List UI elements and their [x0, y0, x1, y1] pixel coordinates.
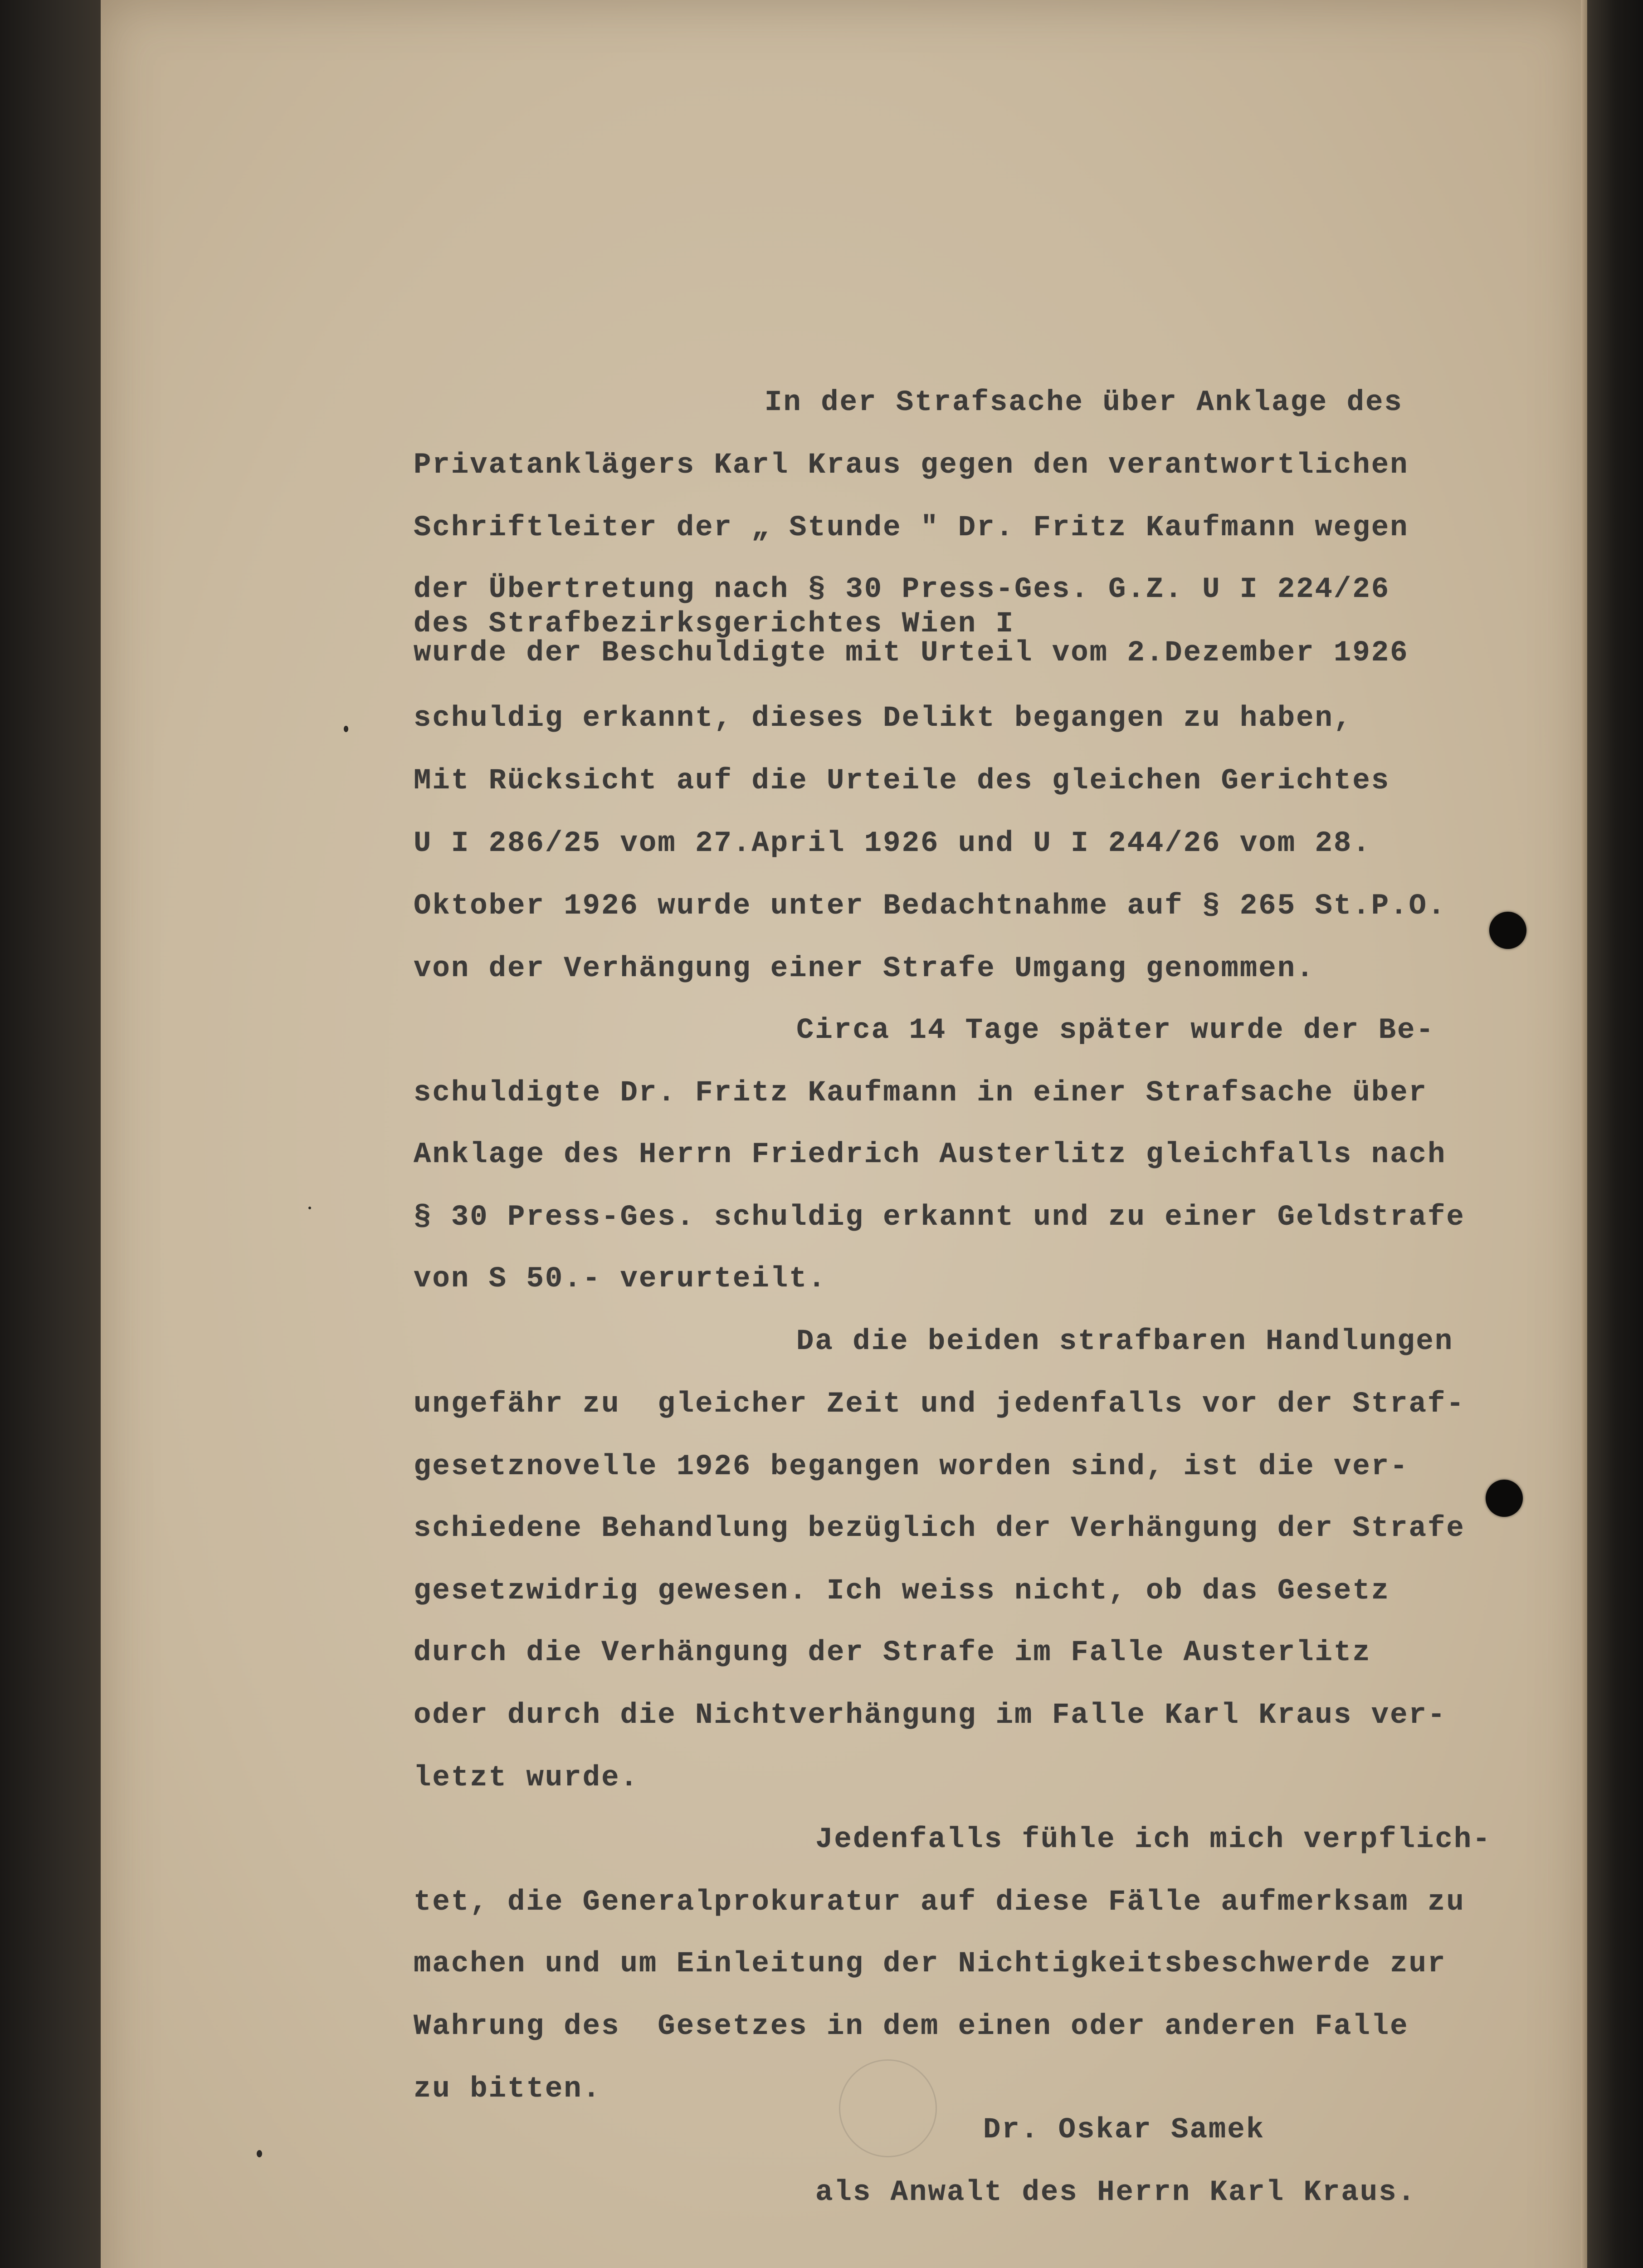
ink-speck: [257, 2150, 262, 2157]
text-line: Wahrung des Gesetzes in dem einen oder anderen Falle: [414, 2010, 1409, 2043]
text-line: Privatanklägers Karl Kraus gegen den verantwortlichen: [414, 449, 1409, 482]
text-line: In der Strafsache über Anklage des: [765, 386, 1403, 419]
text-line: durch die Verhängung der Strafe im Falle Austerlitz: [414, 1637, 1371, 1669]
text-line: Schriftleiter der „ Stunde " Dr. Fritz Kaufmann wegen: [414, 512, 1409, 544]
text-line: oder durch die Nichtverhängung im Falle Karl Kraus ver-: [414, 1699, 1447, 1732]
text-line: gesetzwidrig gewesen. Ich weiss nicht, ob das Gesetz: [414, 1575, 1390, 1608]
text-line: U I 286/25 vom 27.April 1926 und U I 244/26 vom 28.: [414, 827, 1371, 860]
text-line: von der Verhängung einer Strafe Umgang genommen.: [414, 953, 1315, 985]
text-line: machen und um Einleitung der Nichtigkeitsbeschwerde zur: [414, 1948, 1447, 1980]
text-line: der Übertretung nach § 30 Press-Ges. G.Z. U I 224/26: [414, 573, 1390, 606]
text-line: Mit Rücksicht auf die Urteile des gleichen Gerichtes: [414, 765, 1390, 797]
ink-speck: [308, 1207, 311, 1209]
scan-border-left: [0, 0, 101, 2268]
text-line: tet, die Generalprokuratur auf diese Fälle aufmerksam zu: [414, 1886, 1465, 1919]
punch-hole-lower: [1486, 1480, 1523, 1517]
scan-border-right: [1587, 0, 1643, 2268]
text-line: gesetznovelle 1926 begangen worden sind, ist die ver-: [414, 1451, 1409, 1483]
text-line: des Strafbezirksgerichtes Wien I: [414, 608, 1014, 640]
text-line: Circa 14 Tage später wurde der Be-: [796, 1014, 1435, 1047]
text-line: von S 50.- verurteilt.: [414, 1263, 827, 1295]
faint-stamp: [839, 2059, 937, 2157]
text-line: letzt wurde.: [414, 1762, 639, 1794]
signature-role: als Anwalt des Herrn Karl Kraus.: [815, 2176, 1416, 2209]
text-line: schuldig erkannt, dieses Delikt begangen zu haben,: [414, 702, 1353, 735]
punch-hole-upper: [1489, 912, 1526, 949]
text-line: § 30 Press-Ges. schuldig erkannt und zu einer Geldstrafe: [414, 1201, 1465, 1234]
paper-sheet: [101, 0, 1587, 2268]
text-line: ungefähr zu gleicher Zeit und jedenfalls vor der Straf-: [414, 1388, 1465, 1421]
text-line: wurde der Beschuldigte mit Urteil vom 2.Dezember 1926: [414, 637, 1409, 670]
text-line: Anklage des Herrn Friedrich Austerlitz gleichfalls nach: [414, 1139, 1447, 1171]
text-line: Oktober 1926 wurde unter Bedachtnahme auf § 265 St.P.O.: [414, 890, 1447, 923]
text-line: Da die beiden strafbaren Handlungen: [796, 1325, 1454, 1358]
text-line: zu bitten.: [414, 2073, 602, 2106]
ink-speck: [344, 726, 348, 732]
text-line: schiedene Behandlung bezüglich der Verhängung der Strafe: [414, 1512, 1465, 1545]
text-line: Jedenfalls fühle ich mich verpflich-: [815, 1823, 1492, 1856]
text-line: schuldigte Dr. Fritz Kaufmann in einer Strafsache über: [414, 1077, 1428, 1110]
signature-name: Dr. Oskar Samek: [983, 2114, 1265, 2146]
